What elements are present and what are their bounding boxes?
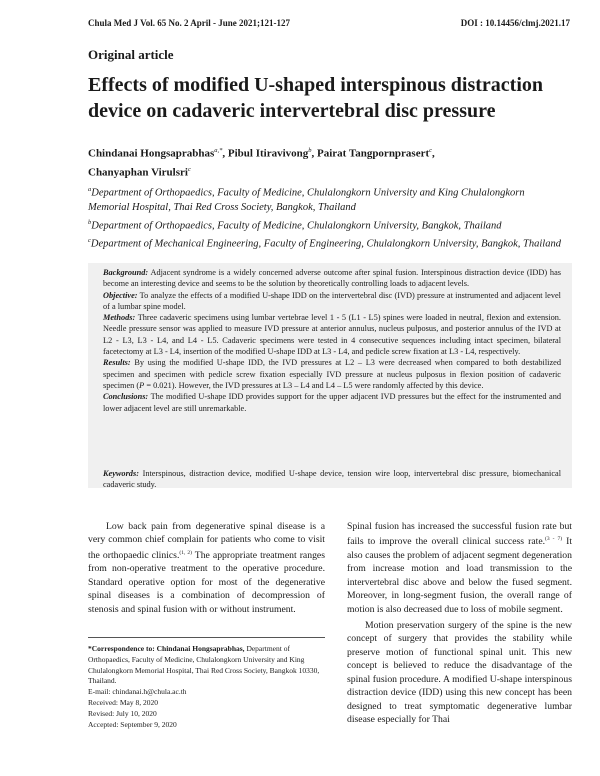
section-label: Objective: [103, 290, 138, 300]
running-header [88, 18, 570, 32]
author-affiliation-mark: c [429, 147, 433, 154]
section-text: Adjacent syndrome is a widely concerned adverse outcome after spinal fusion. Interspinous distraction device (IDD) has become an interesting device and seems to be the solution by theoretically controlling loads to adjacent levels. [103, 268, 561, 289]
abstract-results [103, 357, 561, 391]
section-label: Results: [103, 358, 131, 368]
author-affiliation-mark: c [187, 165, 191, 173]
abstract-methods [103, 312, 561, 357]
p-value-symbol: P [139, 380, 145, 390]
article-type: Original article [88, 47, 174, 62]
author-separator: , [432, 147, 435, 160]
body-text: Spinal fusion has increased the successful fusion rate but fails to improve the overall clinical success rate. [347, 521, 572, 548]
section-text: By using the modified U-shape IDD, the IVD pressures at L2 – L3 were decreased when compared to both destabilized specimen and specimen with pedicle screw fixation especially IVD pressure at nucleus pulposus in flexion position of cadaveric specimen ( [103, 358, 561, 390]
body-text: It also causes the problem of adjacent segment degeneration from increase motion and load transmission to the intervertebral disc above and below the fused segment. Moreover, in long-segment fusion, the overall range of motion is also decreased due to loss of mobile segment. [347, 536, 573, 615]
author-name: Pibul Itiravivong [227, 147, 309, 160]
section-text: The modified U-shape IDD provides support for the upper adjacent IVD pressures but the effect for the instrumented and lower adjacent level are still unremarkable. [103, 392, 561, 413]
abstract-conclusions [103, 391, 561, 414]
journal-citation: Chula Med J Vol. 65 No. 2 April - June 2021;121-127 [88, 18, 291, 28]
section-label: Methods: [103, 313, 136, 323]
affiliation-mark: a [88, 186, 92, 193]
affiliation-list [88, 183, 568, 252]
correspondence-footnote [88, 644, 328, 730]
body-paragraph [347, 520, 572, 616]
citation-ref[interactable]: (3 - 7) [545, 536, 563, 543]
author-name: Chanyaphan Virulsri [88, 166, 188, 179]
affiliation-text: Department of Orthopaedics, Faculty of Medicine, Chulalongkorn University, Bangkok, Thailand [91, 220, 502, 231]
body-paragraph [88, 520, 325, 616]
affiliation-text: Department of Mechanical Engineering, Faculty of Engineering, Chulalongkorn University, Bangkok, Thailand [90, 238, 561, 249]
section-text: = 0.021). However, the IVD pressures at L3 – L4 and L4 – L5 were randomly affected by this device. [144, 380, 484, 390]
section-label: Background: [103, 268, 149, 277]
accepted-date: Accepted: September 9, 2020 [88, 719, 177, 729]
correspondence-label: *Correspondence to: Chindanai Hongsaprabhas, [88, 644, 245, 653]
received-date: Received: May 8, 2020 [88, 697, 158, 707]
author-separator: , [311, 147, 317, 160]
abstract-box [88, 263, 572, 488]
author-affiliation-mark: b [308, 147, 312, 154]
keywords [103, 468, 561, 491]
affiliation-item [88, 234, 568, 252]
affiliation-text: Department of Orthopaedics, Faculty of Medicine, Chulalongkorn University and King Chulalongkorn Memorial Hospital, Thai Red Cross Society, Bangkok, Thailand [88, 187, 525, 213]
abstract-background [103, 267, 561, 290]
body-paragraph: Motion preservation surgery of the spine is the new concept of surgery that provides the stability while preserve motion of functional spinal unit. This new concept is believed to reduce the disadvantage of the spinal fusion procedure. A modified U-shape interspinous distraction device (IDD) using this new concept has been designed to treat symptomatic degenerative lumbar disease especially for Thai [347, 620, 572, 725]
author-affiliation-mark: a,* [214, 147, 223, 154]
keywords-text: Interspinous, distraction device, modified U-shape device, tension wire loop, intervertebral disc pressure, biomechanical cadaveric study. [103, 469, 562, 490]
correspondence-text [88, 644, 328, 687]
affiliation-mark: b [88, 218, 92, 226]
keywords-label: Keywords: [103, 469, 139, 478]
email-link[interactable]: E-mail: chindanai.h@chula.ac.th [88, 687, 187, 697]
revised-date: Revised: July 10, 2020 [88, 708, 157, 718]
footnote-divider [88, 637, 325, 638]
body-text: Low back pain from degenerative spinal disease is a very common chief complain for patients who come to visit the orthopaedic clinics. [88, 521, 325, 562]
author-name: Chindanai Hongsaprabhas [88, 147, 215, 160]
section-label: Conclusions: [103, 392, 149, 402]
abstract-objective [103, 290, 561, 313]
article-title: Effects of modified U-shaped interspinous distraction device on cadaveric intervertebral disc pressure [88, 74, 544, 122]
affiliation-item [88, 183, 568, 216]
affiliation-item [88, 216, 568, 234]
citation-ref[interactable]: (1, 2) [179, 549, 192, 556]
body-column-right [347, 520, 572, 726]
author-list [88, 143, 548, 180]
doi-label[interactable]: DOI : 10.14456/clmj.2021.17 [460, 18, 570, 28]
body-column-left [88, 520, 325, 616]
author-name: Pairat Tangpornprasert [317, 147, 430, 160]
affiliation-mark: c [88, 236, 91, 244]
author-separator: , [222, 147, 228, 160]
correspondence-address: Department of Orthopaedics, Faculty of Medicine, Chulalongkorn University and King Chulalongkorn Memorial Hospital, Thai Red Cross Society, Bangkok 10330, Thailand. [88, 644, 320, 686]
section-text: Three cadaveric specimens using lumbar vertebrae level 1 - 5 (L1 - L5) spines were loaded in neutral, flexion and extension. Needle pressure sensor was applied to measure IVD pressure at anterior annulus, nucleus pulposus, and posterior annulus of the IVD at L2 - L3, L3 - L4, and L4 - L5. Cadaveric specimens were tested in 4 consecutive sequences including intact specimen, bilateral facetectomy at L3 - L4, insertion of the modified U-shape IDD at L3 - L4, and pedicle screw fixation at L3 - L4, respectively. [103, 313, 561, 357]
body-text: The appropriate treatment ranges from non-operative treatment to the operative procedure. Standard operative option for most of the degenerative spinal diseases is a combination of decompression of stenosis and spinal fusion with or without instrument. [88, 550, 325, 615]
section-text: To analyze the effects of a modified U-shape IDD on the intervertebral disc (IVD) pressure at instrumented and adjacent level of a lumbar spine model. [103, 290, 561, 311]
